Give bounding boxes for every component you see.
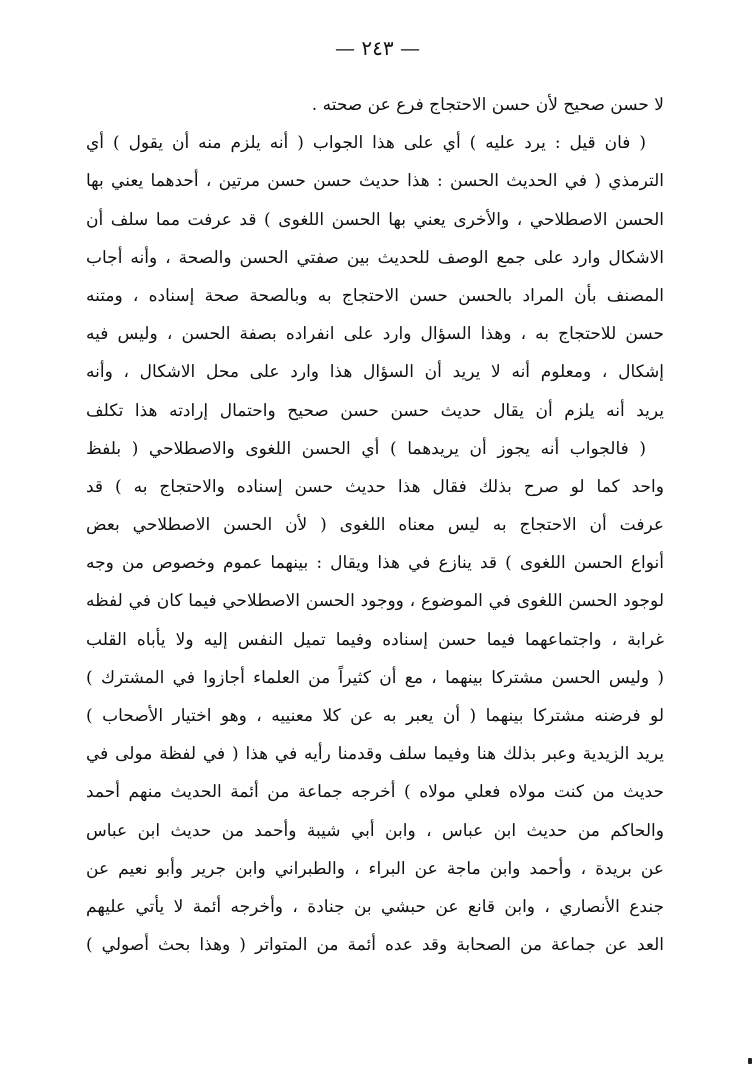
text-line: حسن للاحتجاج به ، وهذا السؤال وارد على انفراده بصفة الحسن ، وليس فيه <box>86 324 664 345</box>
text-line: يريد أنه يلزم أن يقال حديث حسن حسن صحيح واحتمال إرادته هذا تكلف <box>86 400 664 421</box>
text-line: ( فالجواب أنه يجوز أن يريدهما ) أي الحسن اللغوى والاصطلاحي ( بلفظ <box>86 438 646 459</box>
text-line: واحد كما لو صرح بذلك فقال هذا حديث حسن إسناده والاحتجاج به ) قد <box>86 476 664 497</box>
text-line: غرابة ، واجتماعهما فيما حسن إسناده وفيما تميل النفس إليه ولا يأباه القلب <box>86 629 664 650</box>
text-line: ( وليس الحسن مشتركا بينهما ، مع أن كثيراً من العلماء أجازوا في المشترك ) <box>86 667 664 688</box>
text-line: الاشكال وارد على جمع الوصف للحديث بين صفتي الحسن والصحة ، وأنه أجاب <box>86 247 664 268</box>
text-line: حديث من كنت مولاه فعلي مولاه ) أخرجه جماعة من أئمة الحديث منهم أحمد <box>86 782 664 803</box>
text-line: العد عن جماعة من الصحابة وقد عده أئمة من المتواتر ( وهذا بحث أصولي ) <box>86 935 664 956</box>
text-line: لوجود الحسن اللغوى في الموضوع ، ووجود الحسن الاصطلاحي فيما كان في لفظه <box>86 591 664 612</box>
text-line: المصنف بأن المراد بالحسن حسن الاحتجاج به وبالصحة صحة إسناده ، ومتنه <box>86 285 664 306</box>
scan-edge-mark <box>748 1058 752 1064</box>
text-line: لو فرضنه مشتركا بينهما ( أن يعبر به عن كلا معنييه ، وهو اختيار الأصحاب ) <box>86 706 664 726</box>
text-line: والحاكم من حديث ابن عباس ، وابن أبي شيبة وأحمد من حديث ابن عباس <box>86 820 664 841</box>
text-line: إشكال ، ومعلوم أنه لا يريد أن السؤال هذا وارد على محل الاشكال ، وأنه <box>86 362 664 383</box>
text-line: يريد الزيدية وعبر بذلك هنا وفيما سلف وقدمنا رأيه في هذا ( في لفظة مولى في <box>86 744 664 765</box>
text-line: لا حسن صحيح لأن حسن الاحتجاج فرع عن صحته . <box>311 95 664 115</box>
text-line: أنواع الحسن اللغوى ) قد ينازع في هذا ويقال : بينهما عموم وخصوص من وجه <box>86 553 664 574</box>
text-line: الحسن الاصطلاحي ، والأخرى يعني بها الحسن اللغوى ) قد عرفت مما سلف أن <box>86 209 664 230</box>
body-text <box>86 86 664 964</box>
text-line: عن بريدة ، وأحمد وابن ماجة عن البراء ، والطبراني وابن جرير وأبو نعيم عن <box>86 858 664 879</box>
page-number: — ٢٤٣ — <box>335 36 420 60</box>
text-line: الترمذي ( في الحديث الحسن : هذا حديث حسن حسن مرتين ، أحدهما يعني بها <box>86 171 664 192</box>
text-line: عرفت أن الاحتجاج به ليس معناه اللغوى ( لأن الحسن الاصطلاحي بعض <box>86 515 664 536</box>
text-line: جندع الأنصاري ، وابن قانع عن حبشي بن جنادة ، وأخرجه أئمة لا يأتي عليهم <box>86 896 664 917</box>
text-line: ( فان قيل : يرد عليه ) أي على هذا الجواب ( أنه يلزم منه أن يقول ) أي <box>86 133 646 154</box>
